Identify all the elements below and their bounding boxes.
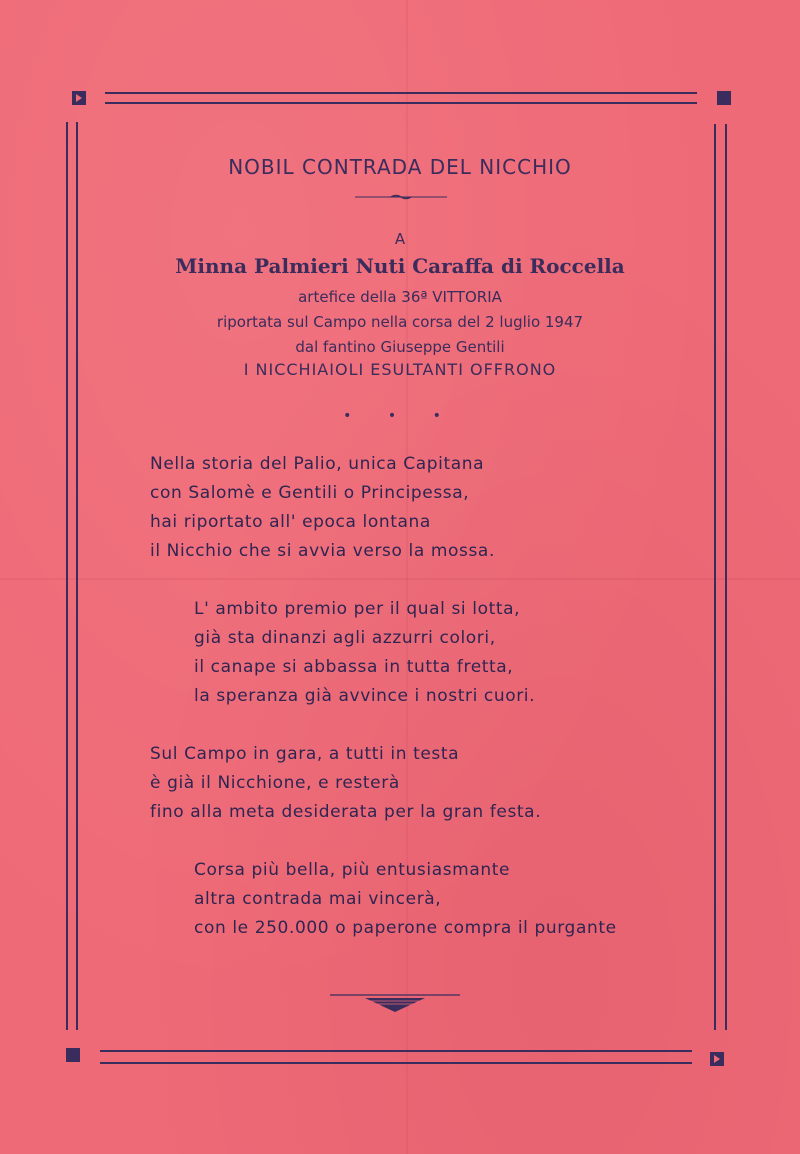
frame-top-line-inner <box>105 102 697 104</box>
poem-line: è già il Nicchione, e resterà <box>150 773 400 793</box>
end-ornament <box>330 990 460 1014</box>
dedication-line-4: I NICCHIAIOLI ESULTANTI OFFRONO <box>243 360 557 379</box>
corner-ornament-bottom-right <box>710 1052 724 1066</box>
poem-line: Sul Campo in gara, a tutti in testa <box>150 744 460 764</box>
dedication-name: Minna Palmieri Nuti Caraffa di Roccella <box>175 254 625 278</box>
poem-stanza-4 <box>194 856 617 943</box>
poem-line: hai riportato all' epoca lontana <box>150 512 431 532</box>
paper-fold-horizontal <box>0 578 800 580</box>
frame-bottom-line-outer <box>100 1050 692 1052</box>
poem-line: la speranza già avvince i nostri cuori. <box>194 686 536 706</box>
poem-line: con Salomè e Gentili o Principessa, <box>150 483 470 503</box>
dedication-line-1: artefice della 36ª VITTORIA <box>298 288 502 306</box>
frame-top-line-outer <box>105 92 697 94</box>
poem-stanza-2 <box>194 595 535 711</box>
dedication-to: A <box>394 230 406 248</box>
corner-ornament-bottom-left <box>66 1048 80 1062</box>
page-title: NOBIL CONTRADA DEL NICCHIO <box>228 155 572 179</box>
poem-line: altra contrada mai vincerà, <box>194 889 442 909</box>
poem-line: Nella storia del Palio, unica Capitana <box>150 454 485 474</box>
frame-bottom-line-inner <box>100 1062 692 1064</box>
poem-line: L' ambito premio per il qual si lotta, <box>194 599 521 619</box>
separator-dots: • • • <box>343 408 457 424</box>
poem-line: Corsa più bella, più entusiasmante <box>194 860 511 880</box>
corner-ornament-top-left <box>72 91 86 105</box>
flourish-divider <box>355 194 447 200</box>
dedication-line-2: riportata sul Campo nella corsa del 2 luglio 1947 <box>216 313 584 331</box>
corner-ornament-top-right <box>717 91 731 105</box>
poem-line: con le 250.000 o paperone compra il purgante <box>194 918 617 938</box>
poem-line: il canape si abbassa in tutta fretta, <box>194 657 514 677</box>
poem-line: il Nicchio che si avvia verso la mossa. <box>150 541 495 561</box>
poem-line: fino alla meta desiderata per la gran festa. <box>150 802 542 822</box>
dedication-line-3: dal fantino Giuseppe Gentili <box>295 338 505 356</box>
poem-line: già sta dinanzi agli azzurri colori, <box>194 628 496 648</box>
poem-stanza-3 <box>150 740 541 827</box>
poem-stanza-1 <box>150 450 495 566</box>
